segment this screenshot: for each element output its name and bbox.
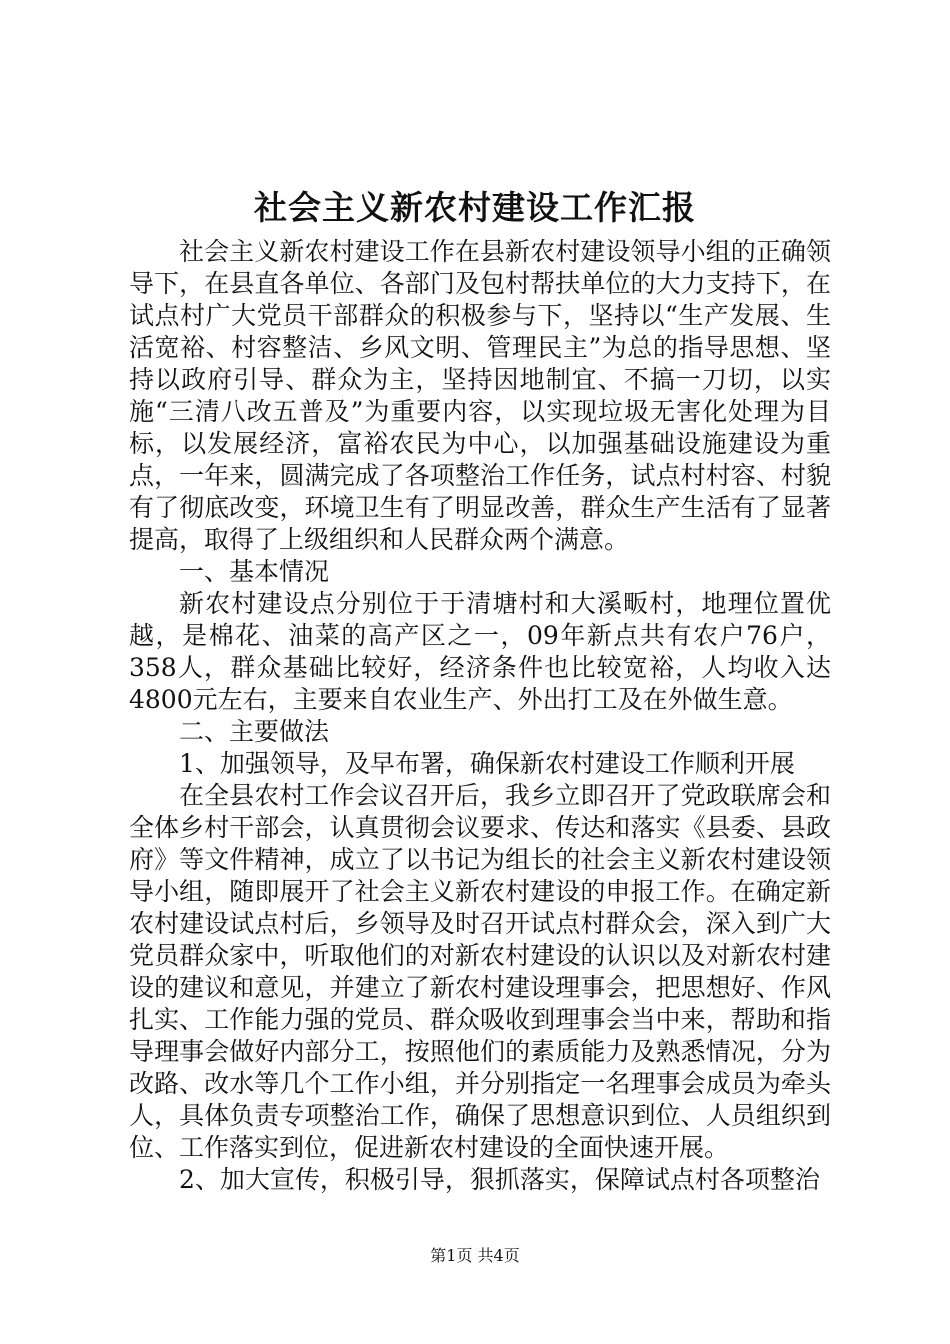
- document-body: [129, 236, 831, 1196]
- page-indicator: 第1页 共4页: [430, 1246, 520, 1265]
- subheading-publicity: 2、加大宣传，积极引导，狠抓落实，保障试点村各项整治: [179, 1165, 820, 1194]
- subheading-leadership: 1、加强领导，及早布署，确保新农村建设工作顺利开展: [179, 749, 795, 778]
- section-heading-basic-situation: 一、基本情况: [179, 557, 330, 586]
- document-title: 社会主义新农村建设工作汇报: [254, 188, 696, 227]
- paragraph-leadership: 在全县农村工作会议召开后，我乡立即召开了党政联席会和全体乡村干部会，认真贯彻会议要求、传达和落实《县委、县政府》等文件精神，成立了以书记为组长的社会主义新农村建设领导小组，随即展开了社会主义新农村建设的申报工作。在确定新农村建设试点村后，乡领导及时召开试点村群众会，深入到广大党员群众家中，听取他们的对新农村建设的认识以及对新农村建设的建议和意见，并建立了新农村建设理事会，把思想好、作风扎实、工作能力强的党员、群众吸收到理事会当中来，帮助和指导理事会做好内部分工，按照他们的素质能力及熟悉情况，分为改路、改水等几个工作小组，并分别指定一名理事会成员为牵头人，具体负责专项整治工作，确保了思想意识到位、人员组织到位、工作落实到位，促进新农村建设的全面快速开展。: [129, 781, 831, 1162]
- section-heading-main-practices: 二、主要做法: [179, 717, 330, 746]
- paragraph-intro: 社会主义新农村建设工作在县新农村建设领导小组的正确领导下，在县直各单位、各部门及包村帮扶单位的大力支持下，在试点村广大党员干部群众的积极参与下，坚持以“生产发展、生活宽裕、村容整洁、乡风文明、管理民主”为总的指导思想、坚持以政府引导、群众为主，坚持因地制宜、不搞一刀切，以实施“三清八改五普及”为重要内容，以实现垃圾无害化处理为目标，以发展经济，富裕农民为中心，以加强基础设施建设为重点，一年来，圆满完成了各项整治工作任务，试点村村容、村貌有了彻底改变，环境卫生有了明显改善，群众生产生活有了显著提高，取得了上级组织和人民群众两个满意。: [129, 237, 831, 554]
- paragraph-basic-situation: 新农村建设点分别位于于清塘村和大溪畈村，地理位置优越，是棉花、油菜的高产区之一，09年新点共有农户76户，358人，群众基础比较好，经济条件也比较宽裕，人均收入达4800元左右，主要来自农业生产、外出打工及在外做生意。: [129, 589, 831, 714]
